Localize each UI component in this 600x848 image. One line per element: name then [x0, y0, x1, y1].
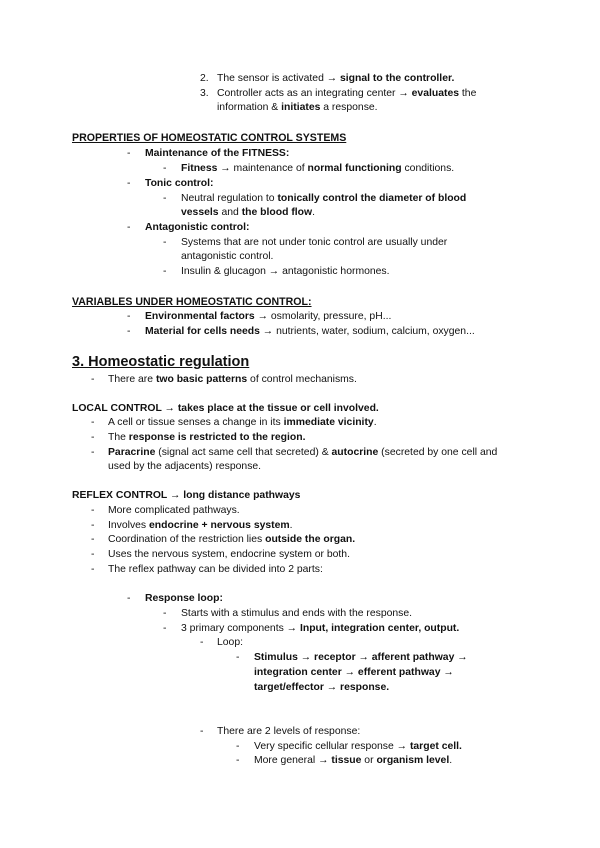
- bullet-dash: -: [163, 237, 167, 248]
- text: Neutral regulation to: [181, 193, 278, 204]
- bold-text: immediate vicinity: [283, 417, 374, 428]
- text: The: [108, 432, 129, 443]
- text: Involves: [108, 520, 150, 531]
- bold-text: outside the organ.: [265, 534, 356, 545]
- bold-text: Fitness: [181, 163, 218, 174]
- bullet-dash: -: [163, 266, 167, 277]
- bold-text: evaluates: [411, 88, 460, 99]
- loop-chain-2: integration center → efferent pathway →: [254, 667, 454, 678]
- numbered-item-3-cont: [217, 101, 378, 116]
- bullet-dash: -: [127, 178, 131, 189]
- local-bullet-3: [108, 446, 497, 461]
- bullet-dash: -: [127, 148, 131, 159]
- numbered-item-3: [217, 87, 476, 102]
- levels-label: There are 2 levels of response:: [217, 726, 361, 737]
- regulation-heading: 3. Homeostatic regulation: [72, 354, 250, 370]
- bold-text: response is restricted to the region.: [128, 432, 306, 443]
- bold-text: the blood flow: [241, 207, 313, 218]
- tonic-sub: [181, 192, 466, 207]
- bold-text: normal functioning: [307, 163, 402, 174]
- text: 3 primary components →: [181, 623, 300, 634]
- text: and: [218, 207, 242, 218]
- text: Very specific cellular response →: [254, 741, 410, 752]
- bullet-dash: -: [91, 417, 95, 428]
- bullet-dash: -: [163, 163, 167, 174]
- loop-chain-1: Stimulus → receptor → afferent pathway →: [254, 652, 468, 663]
- reflex-bullet-2: [108, 519, 293, 534]
- local-bullet-3-cont: used by the adjacents) response.: [108, 461, 262, 472]
- local-bullet-2: [108, 431, 305, 446]
- bullet-dash: -: [91, 447, 95, 458]
- text: .: [373, 417, 377, 428]
- regulation-intro: [108, 373, 357, 388]
- text: A cell or tissue senses a change in its: [108, 417, 284, 428]
- text: of control mechanisms.: [247, 374, 357, 385]
- variables-env: [145, 310, 391, 325]
- antagonistic-label: Antagonistic control:: [145, 222, 250, 233]
- bullet-dash: -: [91, 520, 95, 531]
- reflex-control-heading: REFLEX CONTROL → long distance pathways: [72, 490, 301, 501]
- tonic-label: Tonic control:: [145, 178, 214, 189]
- list-number: 3.: [200, 88, 209, 99]
- bold-text: Input, integration center, output.: [299, 623, 460, 634]
- bullet-dash: -: [127, 326, 131, 337]
- bullet-dash: -: [91, 505, 95, 516]
- loop-label: Loop:: [217, 637, 244, 648]
- bold-text: initiates: [281, 102, 321, 113]
- response-loop-label: Response loop:: [145, 593, 223, 604]
- fitness-label: Maintenance of the FITNESS:: [145, 148, 290, 159]
- bold-text: Material for cells needs: [145, 326, 260, 337]
- bold-text: vessels: [181, 207, 219, 218]
- bullet-dash: -: [127, 593, 131, 604]
- text: The sensor is activated →: [217, 73, 341, 84]
- bold-text: autocrine: [331, 447, 379, 458]
- bullet-dash: -: [163, 608, 167, 619]
- reflex-bullet-5: The reflex pathway can be divided into 2 parts:: [108, 564, 323, 575]
- text: (secreted by one cell and: [378, 447, 498, 458]
- text: More general →: [254, 755, 332, 766]
- text: → nutrients, water, sodium, calcium, oxygen...: [259, 326, 475, 337]
- reflex-bullet-3: [108, 533, 355, 548]
- local-bullet-1: [108, 416, 377, 431]
- bullet-dash: -: [91, 549, 95, 560]
- text: information &: [217, 102, 282, 113]
- text: Controller acts as an integrating center →: [217, 88, 412, 99]
- loop-sub-2: [181, 622, 459, 637]
- text: the: [459, 88, 477, 99]
- bullet-dash: -: [200, 637, 204, 648]
- bold-text: organism level: [376, 755, 450, 766]
- level-2: [254, 754, 452, 769]
- variables-material: [145, 325, 475, 340]
- text: There are: [108, 374, 156, 385]
- bullet-dash: -: [236, 652, 240, 663]
- bullet-dash: -: [163, 193, 167, 204]
- bullet-dash: -: [127, 222, 131, 233]
- text: or: [361, 755, 377, 766]
- variables-title: VARIABLES UNDER HOMEOSTATIC CONTROL:: [72, 296, 312, 308]
- level-1: [254, 740, 462, 755]
- bullet-dash: -: [127, 311, 131, 322]
- bold-text: Paracrine: [108, 447, 156, 458]
- text: .: [312, 207, 315, 218]
- text: → maintenance of: [217, 163, 308, 174]
- list-number: 2.: [200, 73, 209, 84]
- fitness-sub: [181, 162, 454, 177]
- loop-chain-3: target/effector → response.: [254, 682, 390, 693]
- bold-text: tonically control the diameter of blood: [277, 193, 467, 204]
- tonic-sub-cont: [181, 206, 315, 221]
- bullet-dash: -: [91, 374, 95, 385]
- reflex-bullet-4: Uses the nervous system, endocrine system or both.: [108, 549, 350, 560]
- bold-text: target cell.: [409, 741, 462, 752]
- antagonistic-sub1-cont: antagonistic control.: [181, 251, 274, 262]
- text: a response.: [320, 102, 378, 113]
- bullet-dash: -: [200, 726, 204, 737]
- bullet-dash: -: [91, 432, 95, 443]
- numbered-item-2: [217, 72, 454, 87]
- text: (signal act same cell that secreted) &: [155, 447, 332, 458]
- bold-text: two basic patterns: [155, 374, 248, 385]
- text: .: [449, 755, 453, 766]
- text: conditions.: [401, 163, 455, 174]
- bullet-dash: -: [91, 564, 95, 575]
- properties-title: PROPERTIES OF HOMEOSTATIC CONTROL SYSTEMS: [72, 132, 347, 144]
- bold-text: Environmental factors: [145, 311, 255, 322]
- bullet-dash: -: [236, 755, 240, 766]
- bold-text: signal to the controller.: [340, 73, 455, 84]
- bold-text: tissue: [331, 755, 362, 766]
- loop-sub-1: Starts with a stimulus and ends with the response.: [181, 608, 413, 619]
- bullet-dash: -: [236, 741, 240, 752]
- text: → osmolarity, pressure, pH...: [254, 311, 392, 322]
- bold-text: endocrine + nervous system: [149, 520, 290, 531]
- bullet-dash: -: [91, 534, 95, 545]
- reflex-bullet-1: More complicated pathways.: [108, 505, 240, 516]
- local-control-heading: LOCAL CONTROL → takes place at the tissue or cell involved.: [72, 403, 379, 414]
- text: Coordination of the restriction lies: [108, 534, 266, 545]
- text: .: [289, 520, 293, 531]
- bullet-dash: -: [163, 623, 167, 634]
- antagonistic-sub1: Systems that are not under tonic control are usually under: [181, 237, 448, 248]
- antagonistic-sub2: Insulin & glucagon → antagonistic hormones.: [181, 266, 390, 277]
